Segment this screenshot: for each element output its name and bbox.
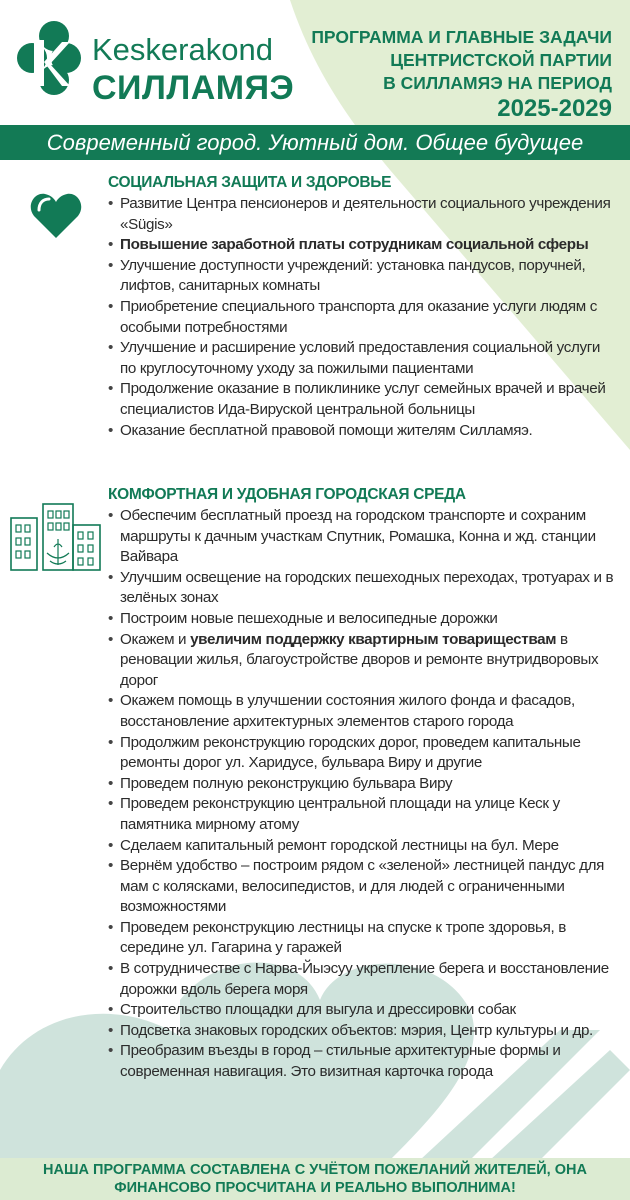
item-text: Окажем помощь в улучшении состояния жилого фонда и фасадов, восстановление архитектурных элементов старого города: [120, 692, 575, 730]
section-urban: [108, 484, 618, 1083]
list-item: [108, 338, 618, 379]
list-item: [108, 691, 618, 732]
list-item: [108, 918, 618, 959]
list-item: [108, 836, 618, 857]
item-text: Улучшение доступности учреждений: установка пандусов, поручней, лифтов, санитарных комнаты: [120, 256, 586, 295]
item-text: Строительство площадки для выгула и дрессировки собак: [120, 1001, 516, 1019]
program-title-line: ЦЕНТРИСТСКОЙ ПАРТИИ: [390, 50, 612, 70]
slogan-banner: Современный город. Уютный дом. Общее будущее: [0, 125, 630, 160]
list-item: [108, 235, 618, 256]
list-item: [108, 194, 618, 235]
program-title-line: В СИЛЛАМЯЭ НА ПЕРИОД: [383, 73, 612, 93]
item-text: в реновации жилья, благоустройстве дворов и ремонте внутридворовых дорог: [120, 630, 599, 689]
list-item: [108, 379, 618, 420]
list-item: [108, 297, 618, 338]
item-text: Обеспечим бесплатный проезд на городском транспорте и сохраним маршруты к дачным участкам Спутник, Ромашка, Конна и жд. станции Вайвара: [120, 507, 596, 566]
footer-line: ФИНАНСОВО ПРОСЧИТАНА И РЕАЛЬНО ВЫПОЛНИМА!: [114, 1180, 516, 1196]
item-text: Окажем и: [120, 630, 191, 648]
keskerakond-clover-logo: [14, 18, 82, 98]
item-text: Вернём удобство – построим рядом с «зеленой» лестницей пандус для мам с колясками, велосипедистов, и для людей с ограниченными возможностями: [120, 857, 604, 916]
list-item: [108, 794, 618, 835]
brand-name: Keskerakond: [92, 32, 273, 67]
list-item: [108, 1021, 618, 1042]
item-text-bold: увеличим поддержку квартирным товариществам: [190, 630, 557, 648]
list-item: [108, 959, 618, 1000]
item-text: В сотрудничестве с Нарва-Йыэсуу укрепление берега и восстановление дорожки вдоль берега моря: [120, 960, 609, 998]
footer-line: НАША ПРОГРАММА СОСТАВЛЕНА С УЧЁТОМ ПОЖЕЛАНИЙ ЖИТЕЛЕЙ, ОНА: [43, 1162, 587, 1178]
list-item: [108, 733, 618, 774]
item-text: Проведем реконструкцию центральной площади на улице Кеск у памятника мирному атому: [120, 795, 560, 833]
list-item: [108, 856, 618, 918]
footer-banner: [0, 1158, 630, 1200]
item-text: Приобретение специального транспорта для оказание услуги людям с особыми потребностями: [120, 297, 597, 336]
item-list: [108, 194, 618, 441]
section-title: КОМФОРТНАЯ И УДОБНАЯ ГОРОДСКАЯ СРЕДА: [108, 486, 466, 503]
item-text: Подсветка знаковых городских объектов: мэрия, Центр культуры и др.: [120, 1021, 593, 1039]
item-text: Сделаем капитальный ремонт городской лестницы на бул. Мере: [120, 836, 559, 854]
section-title: СОЦИАЛЬНАЯ ЗАЩИТА И ЗДОРОВЬЕ: [108, 174, 392, 191]
item-text: Улучшим освещение на городских пешеходных переходах, тротуарах и в зелёных зонах: [120, 568, 614, 607]
list-item: [108, 609, 618, 630]
list-item: [108, 630, 618, 692]
heart-icon: [30, 192, 82, 240]
item-text: Продолжим реконструкцию городских дорог, проведем капитальные ремонты дорог ул. Харидусе, бульвара Виру и другие: [120, 733, 581, 772]
item-text: Продолжение оказание в поликлинике услуг семейных врачей и врачей специалистов Ида-Вируской центральной больницы: [120, 380, 606, 418]
list-item: [108, 1000, 618, 1021]
list-item: [108, 506, 618, 568]
item-text: Оказание бесплатной правовой помощи жителям Силламяэ.: [120, 421, 533, 439]
item-text: Проведем полную реконструкцию бульвара Виру: [120, 774, 453, 792]
item-text: Развитие Центра пенсионеров и деятельности социального учреждения «Sügis»: [120, 195, 611, 233]
section-social: [108, 172, 618, 441]
list-item: [108, 568, 618, 609]
item-list: [108, 506, 618, 1083]
program-years: 2025-2029: [497, 95, 612, 122]
city-buildings-icon: [10, 503, 102, 571]
item-text-bold: Повышение заработной платы сотрудникам социальной сферы: [120, 236, 589, 254]
list-item: [108, 256, 618, 297]
item-text: Построим новые пешеходные и велосипедные дорожки: [120, 609, 498, 627]
list-item: [108, 1041, 618, 1082]
program-title: [311, 26, 612, 122]
item-text: Улучшение и расширение условий предоставления социальной услуги по круглосуточному уходу за пожилыми пациентами: [120, 339, 601, 377]
program-title-line: ПРОГРАММА И ГЛАВНЫЕ ЗАДАЧИ: [311, 27, 612, 47]
list-item: [108, 421, 618, 442]
item-text: Преобразим въезды в город – стильные архитектурные формы и современная навигация. Это визитная карточка города: [120, 1042, 561, 1081]
city-name: СИЛЛАМЯЭ: [92, 69, 295, 107]
list-item: [108, 774, 618, 795]
item-text: Проведем реконструкцию лестницы на спуске к тропе здоровья, в середине ул. Гагарина у гаражей: [120, 918, 566, 957]
